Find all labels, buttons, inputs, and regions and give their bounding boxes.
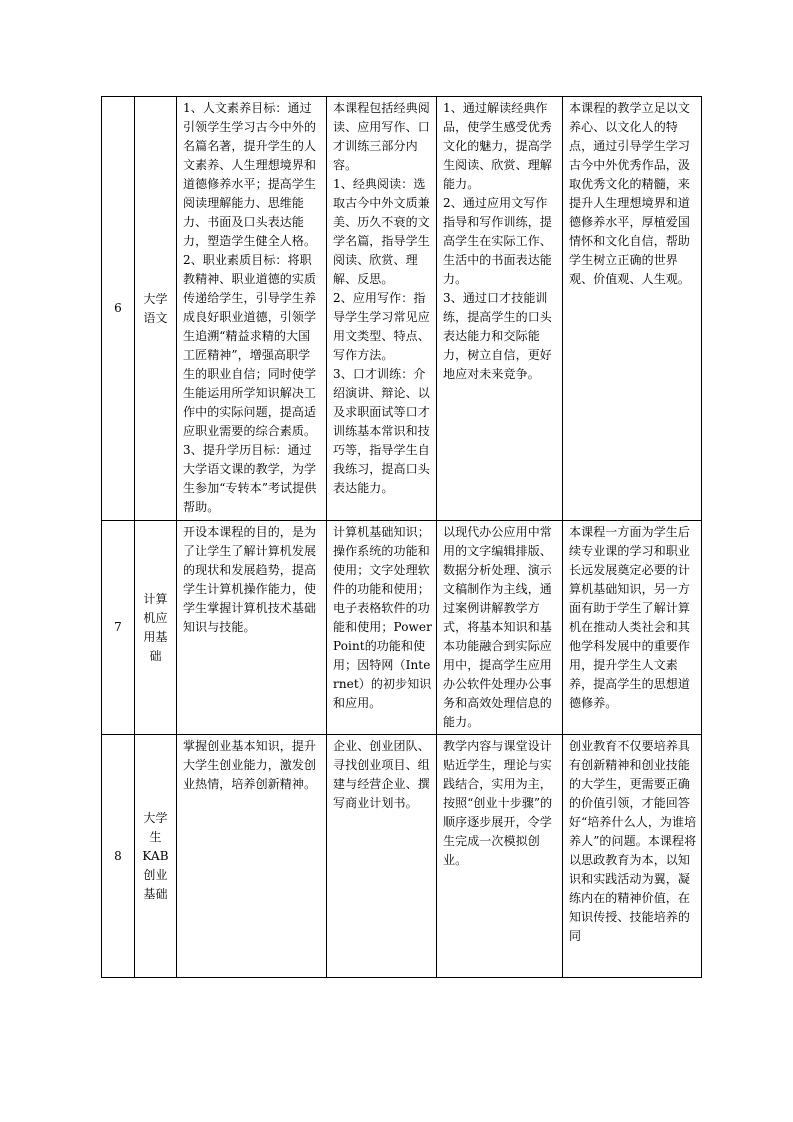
ideology-elements <box>563 97 702 521</box>
course-name-line: 计算 <box>143 591 168 606</box>
ideology-elements <box>563 521 702 735</box>
content-paragraph: 计算机基础知识；操作系统的功能和使用；文字处理软件的功能和使用；电子表格软件的功能和使用；PowerPoint的功能和使用；因特网（Internet）的初步知识和应用。 <box>333 525 432 710</box>
course-table <box>101 96 702 978</box>
content-paragraph: 3、口才训练：介绍演讲、辩论、以及求职面试等口才训练基本常识和技巧等，指导学生自我练习，提高口头表达能力。 <box>333 367 430 495</box>
content-paragraph: 企业、创业团队、寻找创业项目、组建与经营企业、撰写商业计划书。 <box>333 739 430 810</box>
course-name-line: 大学 <box>143 810 168 825</box>
course-name-line: 大学 <box>143 291 168 306</box>
requirement-paragraph: 1、通过解读经典作品，使学生感受优秀文化的魅力，提高学生阅读、欣赏、理解能力。 <box>443 101 552 191</box>
course-objectives <box>177 97 327 521</box>
teaching-requirements <box>437 521 563 735</box>
course-name-line: 基础 <box>143 886 168 901</box>
ideology-paragraph: 创业教育不仅要培养具有创新精神和创业技能的大学生，更需要正确的价值引领，才能回答好“培养什么人，为谁培养人”的问题。本课程将以思政教育为本，以知识和实践活动为翼，凝练内在的精神价值，在知识传授、技能培养的同 <box>569 739 697 943</box>
course-name <box>135 735 177 978</box>
row-number: 6 <box>102 97 135 521</box>
requirement-paragraph: 以现代办公应用中常用的文字编辑排版、数据分析处理、演示文稿制作为主线，通过案例讲解教学方式，将基本知识和基本功能融合到实际应用中，提高学生应用办公软件处理办公事务和高效处理信息的能力。 <box>443 525 552 729</box>
course-objectives <box>177 735 327 978</box>
objective-paragraph: 3、提升学历目标：通过大学语文课的教学，为学生参加“专转本”考试提供帮助。 <box>183 443 317 514</box>
course-name-line: 语文 <box>143 310 168 325</box>
objective-paragraph: 掌握创业基本知识，提升大学生创业能力，激发创业热情，培养创新精神。 <box>183 739 317 791</box>
table-row <box>102 521 702 735</box>
course-name <box>135 97 177 521</box>
requirement-paragraph: 教学内容与课堂设计贴近学生，理论与实践结合，实用为主，按照“创业十步骤”的顺序逐步展开，令学生完成一次模拟创业。 <box>443 739 553 867</box>
course-name <box>135 521 177 735</box>
content-paragraph: 2、应用写作：指导学生学习常见应用文类型、特点、写作方法。 <box>333 291 430 362</box>
objective-paragraph: 2、职业素质目标：将职教精神、职业道德的实质传递给学生，引导学生养成良好职业道德，引领学生追溯“精益求精的大国工匠精神”，增强高职学生的职业自信；同时使学生能运用所学知识解决工作中的实际问题，提高适应职业需要的综合素质。 <box>183 253 317 438</box>
course-name-line: 础 <box>149 648 162 663</box>
objective-paragraph: 开设本课程的目的，是为了让学生了解计算机发展的现状和发展趋势，提高学生计算机操作能力，使学生掌握计算机技术基础知识与技能。 <box>183 525 317 634</box>
course-name-line: 创业 <box>143 867 168 882</box>
course-name-line: 机应 <box>143 610 168 625</box>
ideology-elements <box>563 735 702 978</box>
row-number: 8 <box>102 735 135 978</box>
course-content <box>327 735 437 978</box>
row-number: 7 <box>102 521 135 735</box>
requirement-paragraph: 3、通过口才技能训练，提高学生的口头表达能力和交际能力，树立自信，更好地应对未来竞争。 <box>443 291 552 381</box>
content-paragraph: 1、经典阅读：选取古今中外文质兼美、历久不衰的文学名篇，指导学生阅读、欣赏、理解、反思。 <box>333 177 430 286</box>
course-name-line: 用基 <box>143 629 168 644</box>
course-name-line: 生 <box>149 829 162 844</box>
ideology-paragraph: 本课程一方面为学生后续专业课的学习和职业长远发展奠定必要的计算机基础知识，另一方面有助于学生了解计算机在推动人类社会和其他学科发展中的重要作用，提升学生人文素养，提高学生的思想道德修养。 <box>569 525 691 710</box>
course-content <box>327 97 437 521</box>
table-row <box>102 97 702 521</box>
ideology-paragraph: 本课程的教学立足以文养心、以文化人的特点，通过引导学生学习古今中外优秀作品，汲取优秀文化的精髓，来提升人生理想境界和道德修养水平，厚植爱国情怀和文化自信，帮助学生树立正确的世界观、价值观、人生观。 <box>569 101 691 286</box>
course-content <box>327 521 437 735</box>
teaching-requirements <box>437 97 563 521</box>
table-row <box>102 735 702 978</box>
objective-paragraph: 1、人文素养目标：通过引领学生学习古今中外的名篇名著，提升学生的人文素养、人生理想境界和道德修养水平；提高学生阅读理解能力、思维能力、书面及口头表达能力，塑造学生健全人格。 <box>183 101 317 248</box>
content-paragraph: 本课程包括经典阅读、应用写作、口才训练三部分内容。 <box>333 101 430 172</box>
course-objectives <box>177 521 327 735</box>
requirement-paragraph: 2、通过应用文写作指导和写作训练，提高学生在实际工作、生活中的书面表达能力。 <box>443 196 552 286</box>
course-name-line: KAB <box>142 848 169 863</box>
teaching-requirements <box>437 735 563 978</box>
